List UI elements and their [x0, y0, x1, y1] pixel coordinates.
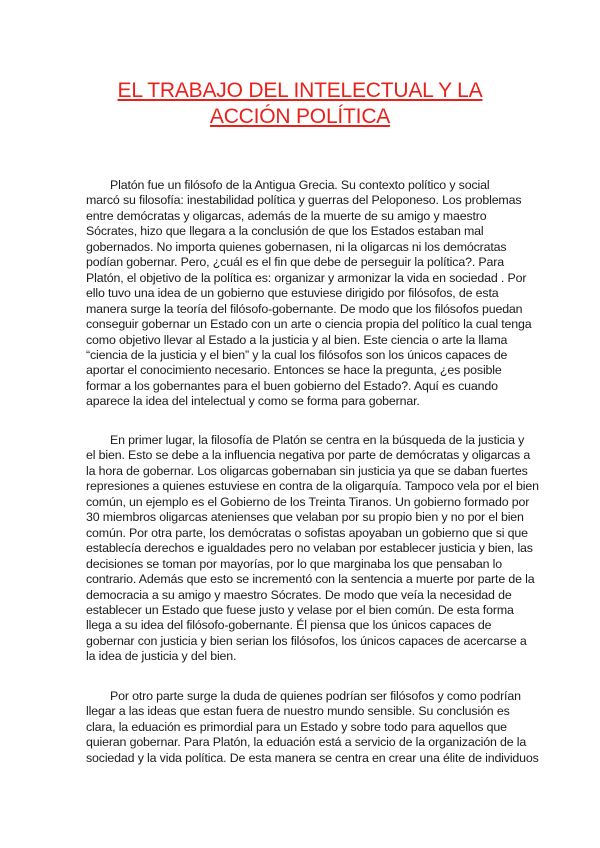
paragraph-education — [86, 689, 539, 766]
paragraph-line: gobernados. No importa quienes gobernasen, ni la oligarcas ni los demócratas — [86, 239, 507, 254]
paragraph-justice — [86, 433, 539, 665]
paragraph-line: sociedad y la vida política. De esta manera se centra en crear una élite de individuos — [86, 750, 539, 765]
paragraph-line: gobernar con justicia y bien serian los filósofos, los únicos capaces de acercarse a — [86, 633, 527, 648]
paragraph-line: formar a los gobernantes para el buen gobierno del Estado?. Aquí es cuando — [86, 378, 498, 393]
paragraph-line: ello tuvo una idea de un gobierno que estuviese dirigido por filósofos, de esta — [86, 286, 499, 301]
paragraph-line: conseguir gobernar un Estado con un arte o ciencia propia del político la cual tenga — [86, 317, 532, 332]
paragraph-line: Por otro parte surge la duda de quienes podrían ser filósofos y como podrían — [110, 689, 521, 703]
paragraph-line: llega a su idea del filósofo-gobernante. Él piensa que los únicos capaces de — [86, 618, 492, 633]
paragraph-line: contrario. Además que esto se incrementó con la sentencia a muerte por parte de la — [86, 572, 535, 587]
paragraph-line: marcó su filosofía: inestabilidad política y guerras del Peloponeso. Los problemas — [86, 193, 522, 208]
paragraph-line: democracia a su amigo y maestro Sócrates. De modo que veía la necesidad de — [86, 587, 512, 602]
paragraph-line: Platón, el objetivo de la política es: organizar y armonizar la vida en sociedad . Por — [86, 270, 527, 285]
paragraph-intro — [86, 178, 532, 410]
paragraph-line: 30 miembros oligarcas atenienses que velaban por su propio bien y no por el bien — [86, 510, 524, 525]
paragraph-line: decisiones se toman por mayorías, por lo que marginaba los que pensaban lo — [86, 556, 502, 571]
title-line: ACCIÓN POLÍTICA — [209, 105, 391, 128]
paragraph-line: podían gobernar. Pero, ¿cuál es el fin que debe de perseguir la política?. Para — [86, 255, 504, 270]
paragraph-line: aportar el conocimiento necesario. Entonces se hace la pregunta, ¿es posible — [86, 363, 502, 378]
paragraph-line: común, un ejemplo es el Gobierno de los Treinta Tiranos. Un gobierno formado por — [86, 494, 530, 509]
paragraph-line: establecer un Estado que fuese justo y velase por el bien común. De esta forma — [86, 602, 514, 617]
paragraph-line: Platón fue un filósofo de la Antigua Grecia. Su contexto político y social — [110, 178, 490, 192]
paragraph-line: establecía derechos e igualdades pero no velaban por establecer justicia y bien, las — [86, 541, 533, 556]
paragraph-line: manera surge la teoría del filósofo-gobernante. De modo que los filósofos puedan — [86, 301, 523, 316]
paragraph-line: la idea de justicia y del bien. — [86, 649, 237, 664]
paragraph-line: el bien. Esto se debe a la influencia negativa por parte de demócratas y oligarcas a — [86, 448, 531, 463]
paragraph-line: En primer lugar, la filosofía de Platón se centra en la búsqueda de la justicia y — [110, 433, 525, 447]
paragraph-line: quieran gobernar. Para Platón, la eduación está a servicio de la organización de la — [86, 735, 527, 750]
title-line: EL TRABAJO DEL INTELECTUAL Y LA — [117, 79, 483, 102]
paragraph-line: común. Por otra parte, los demócratas o sofistas apoyaban un gobierno que si que — [86, 525, 528, 540]
paragraph-line: aparece la idea del intelectual y como se forma para gobernar. — [86, 394, 420, 409]
paragraph-line: Sócrates, hizo que llegara a la conclusión de que los Estados estaban mal — [86, 224, 484, 239]
paragraph-line: la hora de gobernar. Los oligarcas gobernaban sin justicia ya que se daban fuertes — [86, 463, 528, 478]
paragraph-line: entre demócratas y oligarcas, además de la muerte de su amigo y maestro — [86, 208, 487, 223]
paragraph-line: llegar a las ideas que estan fuera de nuestro mundo sensible. Su conclusión es — [86, 704, 510, 719]
paragraph-line: “ciencia de la justicia y el bien” y la cual los filósofos son los únicos capaces de — [86, 347, 508, 362]
document-title — [60, 78, 540, 130]
paragraph-line: como objetivo llevar al Estado a la justicia y al bien. Este ciencia o arte la llama — [86, 332, 508, 347]
paragraph-line: clara, la eduación es primordial para un Estado y sobre todo para aquellos que — [86, 719, 507, 734]
paragraph-line: represiones a quienes estuviese en contra de la oligarquía. Tampoco vela por el bien — [86, 479, 539, 494]
